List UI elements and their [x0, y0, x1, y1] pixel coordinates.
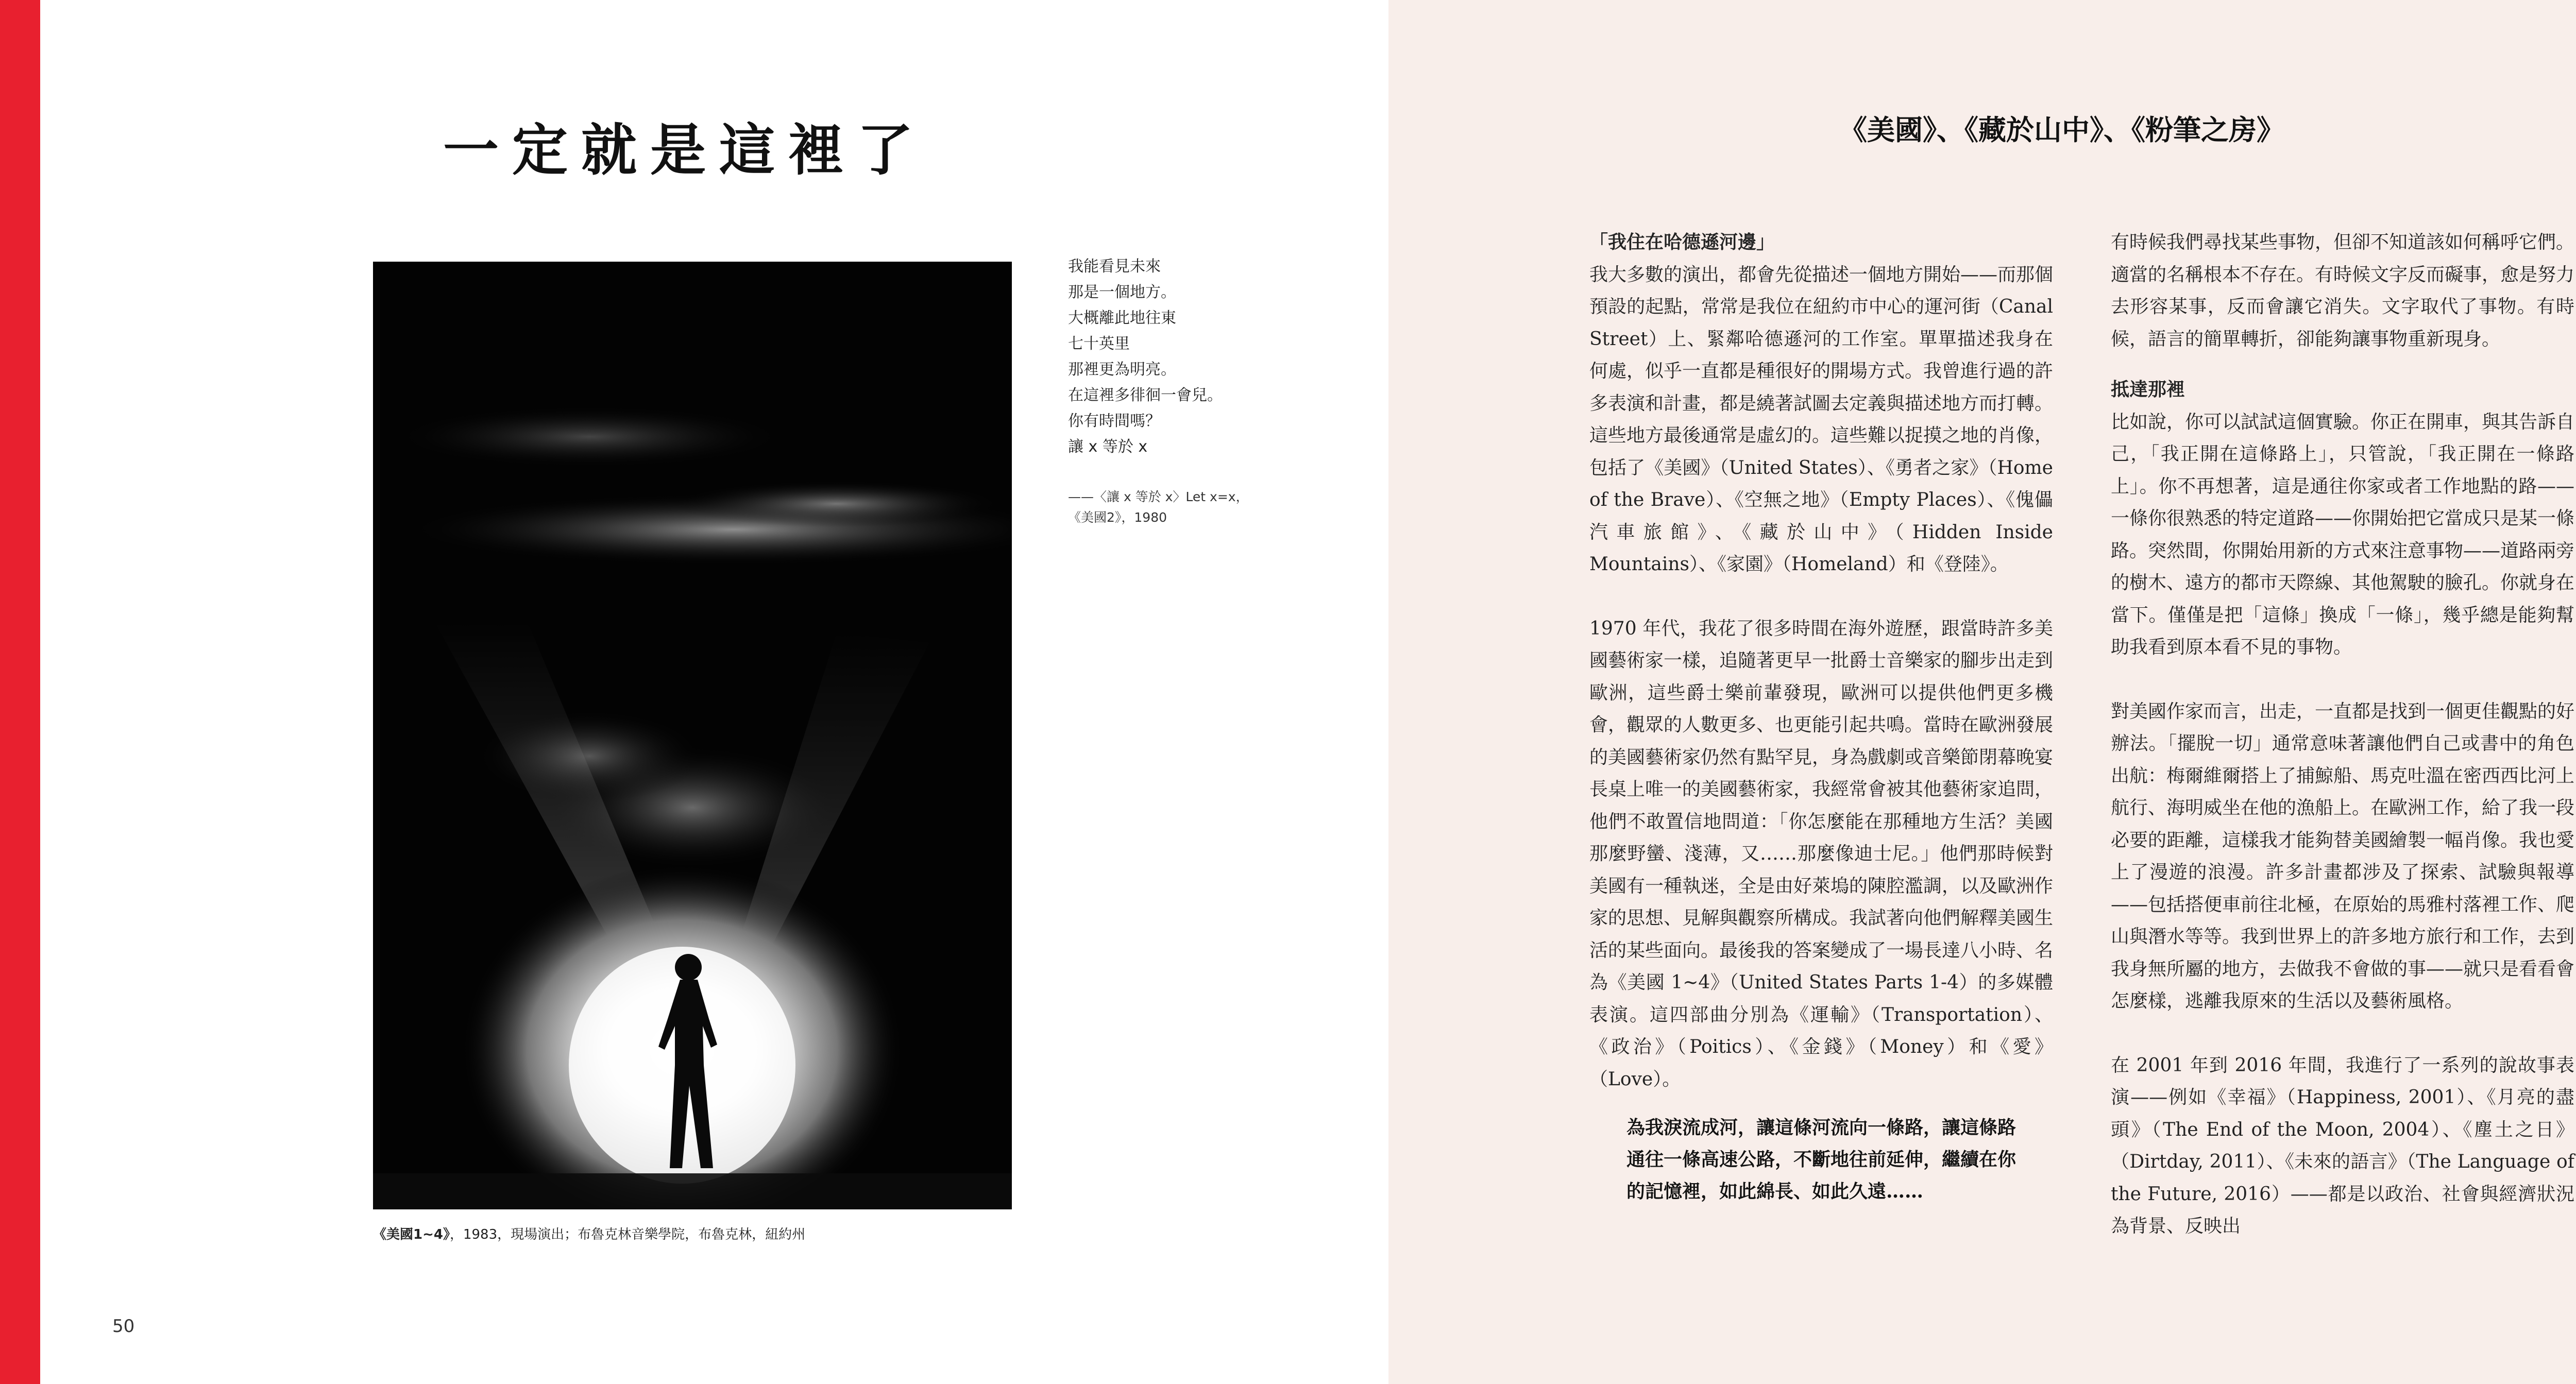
poem-line: 那是一個地方。	[1068, 283, 1176, 301]
paragraph: 對美國作家而言，出走，一直都是找到一個更佳觀點的好辦法。「擺脫一切」通常意味著讓他們自己或書中的角色出航：梅爾維爾搭上了捕鯨船、馬克吐溫在密西西比河上航行、海明威坐在他的漁船上。在歐洲工作，給了我一段必要的距離，這樣我才能夠替美國繪製一幅肖像。我也愛上了漫遊的浪漫。許多計畫都涉及了探索、試驗與報導——包括搭便車前往北極，在原始的馬雅村落裡工作、爬山與潛水等等。我到世界上的許多地方旅行和工作，去到我身無所屬的地方，去做我不會做的事——就只是看看會怎麼樣，逃離我原來的生活以及藝術風格。	[2111, 700, 2575, 1012]
photo-caption	[373, 1224, 805, 1243]
poem-line: 在這裡多徘徊一會兒。	[1068, 386, 1223, 404]
section-heading: 「我住在哈德遜河邊」	[1589, 232, 1775, 253]
caption-details: ，1983，現場演出；布魯克林音樂學院，布魯克林，紐約州	[449, 1227, 806, 1242]
poem-line: 那裡更為明亮。	[1068, 361, 1176, 379]
paragraph: 有時候我們尋找某些事物，但卻不知道該如何稱呼它們。適當的名稱根本不存在。有時候文字反而礙事，愈是努力去形容某事，反而會讓它消失。文字取代了事物。有時候，語言的簡單轉折，卻能夠讓事物重新現身。	[2111, 232, 2575, 350]
text-column-2	[2111, 227, 2574, 1243]
poem-excerpt	[1068, 254, 1223, 460]
poem-line: 讓 x 等於 x	[1068, 438, 1148, 456]
text-column-1	[1589, 227, 2053, 1096]
right-page-title: 《美國》、《藏於山中》、《粉筆之房》	[1839, 114, 2284, 146]
poem-credit-line: ——〈讓 x 等於 x〉Let x=x，	[1068, 489, 1249, 504]
poem-line: 大概離此地往東	[1068, 309, 1176, 327]
performance-photo	[373, 262, 1012, 1209]
paragraph: 1970 年代，我花了很多時間在海外遊歷，跟當時許多美國藝術家一樣，追隨著更早一批爵士音樂家的腳步出走到歐洲，這些爵士樂前輩發現，歐洲可以提供他們更多機會，觀眾的人數更多、也更能引起共鳴。當時在歐洲發展的美國藝術家仍然有點罕見，身為戲劇或音樂節閉幕晚宴長桌上唯一的美國藝術家，我經常會被其他藝術家追問，他們不敢置信地問道：「你怎麼能在那種地方生活？美國那麼野蠻、淺薄，又……那麼像迪士尼。」他們那時候對美國有一種執迷，全是由好萊塢的陳腔濫調，以及歐洲作家的思想、見解與觀察所構成。我試著向他們解釋美國生活的某些面向。最後我的答案變成了一場長達八小時、名為《美國 1~4》（United States Parts 1-4）的多媒體表演。這四部曲分別為《運輸》（Transportation）、《政治》（Poitics）、《金錢》（Money）和《愛》（Love）。	[1589, 618, 2054, 1090]
poem-credit-line: 《美國2》，1980	[1068, 510, 1167, 525]
silhouette-image	[373, 262, 1012, 1209]
pull-quote: 為我淚流成河，讓這條河流向一條路，讓這條路通往一條高速公路，不斷地往前延伸，繼續在你的記憶裡，如此綿長、如此久遠……	[1626, 1117, 2016, 1202]
paragraph: 比如說，你可以試試這個實驗。你正在開車，與其告訴自己，「我正開在這條路上」，只管說，「我正開在一條路上」。你不再想著，這是通往你家或者工作地點的路——一條你很熟悉的特定道路——你開始把它當成只是某一條路。突然間，你開始用新的方式來注意事物——道路兩旁的樹木、遠方的都市天際線、其他駕駛的臉孔。你就身在當下。僅僅是把「這條」換成「一條」，幾乎總是能夠幫助我看到原本看不見的事物。	[2111, 411, 2575, 658]
paragraph: 在 2001 年到 2016 年間，我進行了一系列的說故事表演——例如《幸福》（Happiness, 2001）、《月亮的盡頭》（The End of the Moon, 2004）、《塵土之日》（Dirtday, 2011）、《未來的語言》（The Language of the Future, 2016）——都是以政治、社會與經濟狀況為背景、反映出	[2111, 1054, 2574, 1237]
section-heading: 抵達那裡	[2111, 379, 2185, 400]
poem-line: 七十英里	[1068, 335, 1130, 353]
poem-line: 我能看見未來	[1068, 258, 1161, 276]
left-page-title: 一定就是這裡了	[443, 118, 927, 183]
poem-credit	[1068, 487, 1249, 528]
caption-work-title: 《美國1~4》	[373, 1227, 450, 1242]
poem-line: 你有時間嗎？	[1068, 412, 1161, 430]
paragraph: 我大多數的演出，都會先從描述一個地方開始——而那個預設的起點，常常是我位在紐約市中心的運河街（Canal Street）上、緊鄰哈德遜河的工作室。單單描述我身在何處，似乎一直都是種很好的開場方式。我曾進行過的許多表演和計畫，都是繞著試圖去定義與描述地方而打轉。這些地方最後通常是虛幻的。這些難以捉摸之地的肖像，包括了《美國》（United States）、《勇者之家》（Home of the Brave）、《空無之地》（Empty Places）、《傀儡汽車旅館》、《藏於山中》（Hidden Inside Mountains）、《家園》（Homeland）和《登陸》。	[1589, 264, 2054, 575]
page-number-left: 50	[112, 1316, 135, 1337]
red-edge-bar	[0, 0, 40, 1384]
